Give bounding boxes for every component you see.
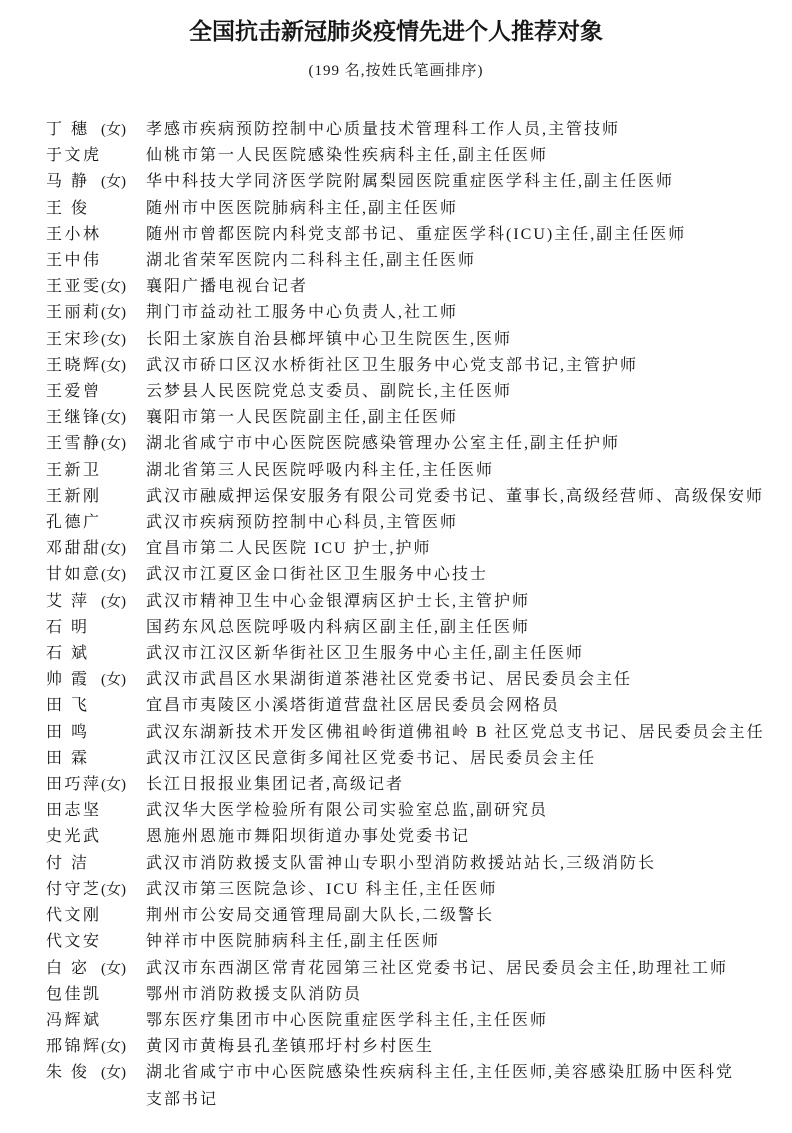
person-description-wrap: [146, 956, 792, 982]
gender-marker: (女): [101, 436, 126, 453]
gender-marker: (女): [101, 567, 126, 584]
person-name: 丁 穗: [46, 121, 90, 138]
gender-marker: (女): [101, 960, 126, 977]
list-item: [46, 824, 792, 850]
person-description: 华中科技大学同济医学院附属梨园医院重症医学科主任,副主任医师: [146, 173, 675, 191]
document-title: 全国抗击新冠肺炎疫情先进个人推荐对象: [189, 19, 603, 44]
person-description: 湖北省咸宁市中心医院医院感染管理办公室主任,副主任护师: [146, 435, 621, 453]
person-description-wrap: [146, 589, 792, 615]
person-description-continued: 支部书记: [146, 1090, 219, 1108]
person-description-wrap: [146, 536, 792, 562]
person-description: 仙桃市第一人民医院感染性疾病科主任,副主任医师: [146, 147, 549, 165]
person-description-wrap: [146, 562, 792, 588]
person-name: 于文虎: [46, 147, 102, 165]
gender-marker: (女): [101, 331, 126, 348]
list-item: [46, 327, 792, 353]
person-description: 云梦县人民医院党总支委员、副院长,主任医师: [146, 383, 513, 401]
person-description-wrap: [146, 274, 792, 300]
gender-marker: (女): [101, 777, 126, 794]
person-description: 武汉市武昌区水果湖街道茶港社区党委书记、居民委员会主任: [146, 671, 633, 689]
list-item: [46, 222, 792, 248]
person-description: 武汉市疾病预防控制中心科员,主管医师: [146, 514, 459, 532]
person-description: 武汉市江汉区民意街多闻社区党委书记、居民委员会主任: [146, 749, 597, 767]
person-description-wrap: [146, 484, 792, 510]
person-description: 宜昌市夷陵区小溪塔街道营盘社区居民委员会网格员: [146, 697, 561, 715]
person-description-wrap: [146, 248, 792, 274]
person-name: 马 静: [46, 173, 90, 191]
person-description: 武汉市精神卫生中心金银潭病区护士长,主管护师: [146, 592, 531, 610]
person-description-wrap: [146, 615, 792, 641]
person-name: 王雪静: [46, 435, 102, 453]
person-description: 鄂州市消防救援支队消防员: [146, 985, 363, 1003]
person-name: 王爱曾: [46, 383, 102, 401]
person-description-wrap: [146, 667, 792, 693]
person-description: 武汉华大医学检验所有限公司实验室总监,副研究员: [146, 802, 549, 820]
list-item: [46, 379, 792, 405]
person-name: 付守芝: [46, 880, 102, 898]
list-item: [46, 536, 792, 562]
person-name: 石 明: [46, 618, 90, 636]
person-description-wrap: [146, 772, 792, 798]
person-description: 随州市曾都医院内科党支部书记、重症医学科(ICU)主任,副主任医师: [146, 225, 687, 243]
person-name: 史光武: [46, 828, 102, 846]
person-description: 荆门市益动社工服务中心负责人,社工师: [146, 304, 459, 322]
person-description: 武汉市消防救援支队雷神山专职小型消防救援站站长,三级消防长: [146, 854, 657, 872]
person-description-wrap: [146, 458, 792, 484]
person-description: 武汉市硚口区汉水桥街社区卫生服务中心党支部书记,主管护师: [146, 356, 639, 374]
person-name: 艾 萍: [46, 592, 90, 610]
person-name: 甘如意: [46, 566, 102, 584]
person-description-wrap: [146, 903, 792, 929]
gender-marker: (女): [101, 593, 126, 610]
person-name: 田 霖: [46, 749, 90, 767]
person-description-wrap: [146, 327, 792, 353]
person-description: 武汉市第三医院急诊、ICU 科主任,主任医师: [146, 880, 498, 898]
person-name: 王丽莉: [46, 304, 102, 322]
person-name: 田巧萍: [46, 776, 102, 794]
person-description-wrap: [146, 720, 792, 746]
list-item: [46, 851, 792, 877]
person-name: 王晓辉: [46, 356, 102, 374]
person-description: 长阳土家族自治县榔坪镇中心卫生院医生,医师: [146, 330, 513, 348]
person-description-wrap: [146, 196, 792, 222]
person-description-wrap: [146, 169, 792, 195]
person-name: 田 飞: [46, 697, 90, 715]
gender-marker: (女): [101, 357, 126, 374]
person-name: 白 宓: [46, 959, 90, 977]
person-name: 包佳凯: [46, 985, 102, 1003]
person-name: 王新刚: [46, 487, 102, 505]
person-name: 王亚雯: [46, 278, 102, 296]
person-description-wrap: [146, 300, 792, 326]
list-item: [46, 667, 792, 693]
person-description-wrap: [146, 1034, 792, 1060]
person-name: 代文刚: [46, 907, 102, 925]
list-item: [46, 510, 792, 536]
list-item: [46, 431, 792, 457]
list-item: [46, 117, 792, 143]
person-description: 湖北省第三人民医院呼吸内科主任,主任医师: [146, 461, 495, 479]
list-item: [46, 405, 792, 431]
person-description-wrap: [146, 982, 792, 1008]
person-description: 武汉东湖新技术开发区佛祖岭街道佛祖岭 B 社区党总支书记、居民委员会主任: [146, 723, 765, 741]
list-item: [46, 562, 792, 588]
person-name: 朱 俊: [46, 1064, 90, 1082]
list-item: [46, 1008, 792, 1034]
person-description: 襄阳广播电视台记者: [146, 278, 309, 296]
list-item: [46, 589, 792, 615]
list-item: [46, 248, 792, 274]
person-description-wrap: [146, 877, 792, 903]
person-name: 孔德广: [46, 514, 102, 532]
list-item: [46, 300, 792, 326]
person-description-wrap: [146, 798, 792, 824]
gender-marker: (女): [101, 279, 126, 296]
person-description-wrap: [146, 353, 792, 379]
list-item: [46, 1060, 792, 1112]
list-item: [46, 615, 792, 641]
person-description-wrap: [146, 379, 792, 405]
list-item: [46, 196, 792, 222]
person-name: 石 斌: [46, 645, 90, 663]
person-name: 帅 霞: [46, 671, 90, 689]
gender-marker: (女): [101, 1039, 126, 1056]
list-item: [46, 720, 792, 746]
list-item: [46, 484, 792, 510]
document-subtitle: (199 名,按姓氏笔画排序): [308, 63, 484, 79]
person-name: 王新卫: [46, 461, 102, 479]
list-item: [46, 143, 792, 169]
person-description: 武汉市融威押运保安服务有限公司党委书记、董事长,高级经营师、高级保安师: [146, 487, 765, 505]
person-description-wrap: [146, 693, 792, 719]
person-description: 宜昌市第二人民医院 ICU 护士,护师: [146, 540, 432, 558]
person-description: 恩施州恩施市舞阳坝街道办事处党委书记: [146, 828, 471, 846]
person-description-wrap: [146, 1008, 792, 1034]
gender-marker: (女): [101, 541, 126, 558]
person-description: 孝感市疾病预防控制中心质量技术管理科工作人员,主管技师: [146, 121, 621, 138]
person-description: 湖北省咸宁市中心医院感染性疾病科主任,主任医师,美容感染肛肠中医科党: [146, 1064, 735, 1082]
gender-marker: (女): [101, 672, 126, 689]
list-item: [46, 746, 792, 772]
person-description: 长江日报报业集团记者,高级记者: [146, 776, 405, 794]
list-item: [46, 641, 792, 667]
person-name: 王继锋: [46, 409, 102, 427]
person-description-wrap: [146, 851, 792, 877]
person-name: 付 洁: [46, 854, 90, 872]
person-description: 武汉市东西湖区常青花园第三社区党委书记、居民委员会主任,助理社工师: [146, 959, 729, 977]
person-description: 黄冈市黄梅县孔垄镇邢圩村乡村医生: [146, 1038, 435, 1056]
person-name: 田志坚: [46, 802, 102, 820]
person-name: 邢锦辉: [46, 1038, 102, 1056]
person-description-wrap: [146, 746, 792, 772]
person-name: 田 鸣: [46, 723, 90, 741]
list-item: [46, 772, 792, 798]
person-description-wrap: [146, 405, 792, 431]
list-item: [46, 982, 792, 1008]
person-description: 鄂东医疗集团市中心医院重症医学科主任,主任医师: [146, 1011, 549, 1029]
gender-marker: (女): [101, 881, 126, 898]
gender-marker: (女): [101, 305, 126, 322]
person-name: 邓甜甜: [46, 540, 102, 558]
gender-marker: (女): [101, 122, 126, 138]
list-item: [46, 903, 792, 929]
list-item: [46, 1034, 792, 1060]
gender-marker: (女): [101, 1065, 126, 1082]
person-description-wrap: [146, 824, 792, 850]
person-description: 钟祥市中医院肺病科主任,副主任医师: [146, 933, 441, 951]
person-description: 湖北省荣军医院内二科科主任,副主任医师: [146, 252, 477, 270]
list-item: [46, 169, 792, 195]
person-description-wrap: [146, 143, 792, 169]
person-description-wrap: [146, 117, 792, 143]
person-description-wrap: [146, 222, 792, 248]
person-description: 荆州市公安局交通管理局副大队长,二级警长: [146, 907, 495, 925]
list-item: [46, 353, 792, 379]
list-item: [46, 458, 792, 484]
list-item: [46, 798, 792, 824]
person-description-wrap: [146, 929, 792, 955]
person-description-wrap: [146, 1060, 792, 1112]
person-description: 国药东风总医院呼吸内科病区副主任,副主任医师: [146, 618, 531, 636]
gender-marker: (女): [101, 410, 126, 427]
person-description: 武汉市江汉区新华街社区卫生服务中心主任,副主任医师: [146, 645, 585, 663]
person-name: 王宋珍: [46, 330, 102, 348]
list-item: [46, 274, 792, 300]
list-item: [46, 693, 792, 719]
recipient-list: [46, 117, 792, 1113]
person-name: 王小林: [46, 225, 102, 243]
person-description: 随州市中医医院肺病科主任,副主任医师: [146, 199, 459, 217]
list-item: [46, 929, 792, 955]
person-description-wrap: [146, 641, 792, 667]
list-item: [46, 956, 792, 982]
person-name: 王 俊: [46, 199, 90, 217]
person-description-wrap: [146, 510, 792, 536]
person-name: 王中伟: [46, 252, 102, 270]
person-description: 武汉市江夏区金口街社区卫生服务中心技士: [146, 566, 489, 584]
person-name: 冯辉斌: [46, 1011, 102, 1029]
list-item: [46, 877, 792, 903]
person-description-wrap: [146, 431, 792, 457]
person-description: 襄阳市第一人民医院副主任,副主任医师: [146, 409, 459, 427]
gender-marker: (女): [101, 174, 126, 191]
person-name: 代文安: [46, 933, 102, 951]
